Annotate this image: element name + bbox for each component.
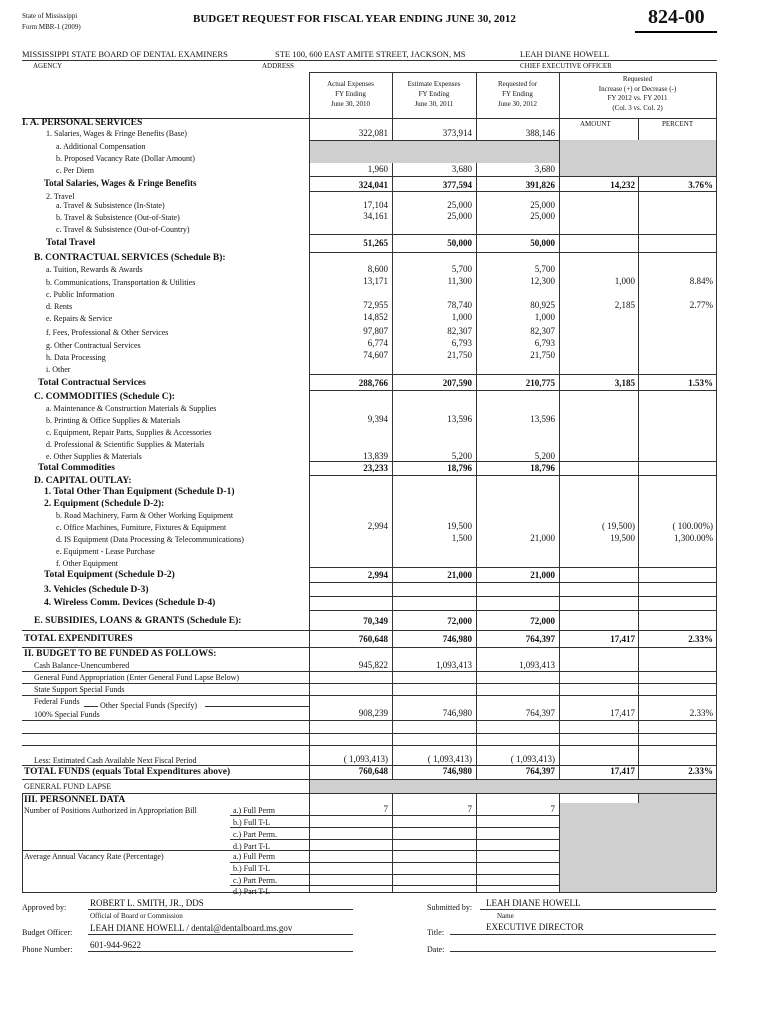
fees-estimate: 82,307: [447, 326, 472, 336]
col-increase-header: Requested Increase (+) or Decrease (-) FY 2012 vs. FY 2011 (Col. 3 vs. Col. 2): [598, 75, 677, 112]
special-funds-requested: 764,397: [525, 708, 555, 718]
less-cash-requested: ( 1,093,413): [510, 754, 555, 764]
other-contract-estimate: 6,793: [451, 338, 472, 348]
total-contractual-percent: 1.53%: [688, 378, 713, 388]
road-machinery-label: b. Road Machinery, Farm & Other Working Equipment: [56, 511, 234, 520]
cash-balance-estimate: 1,093,413: [436, 660, 472, 670]
total-contractual-actual: 288,766: [358, 378, 388, 388]
is-equipment-label: d. IS Equipment (Data Processing & Telecommunications): [56, 535, 244, 544]
data-proc-label: h. Data Processing: [46, 353, 106, 362]
total-travel-estimate: 50,000: [447, 238, 472, 248]
phone-number[interactable]: 601-944-9622: [90, 940, 141, 950]
phone-label: Phone Number:: [22, 945, 73, 954]
other-equipment-label: f. Other Equipment: [56, 559, 118, 568]
total-funds-actual: 760,648: [358, 766, 388, 776]
col-estimate-header: Estimate Expenses FY Ending June 30, 2011: [407, 80, 461, 108]
office-machines-estimate: 19,500: [447, 521, 472, 531]
agency-name: MISSISSIPPI STATE BOARD OF DENTAL EXAMINERS: [22, 49, 228, 59]
total-expenditures-percent: 2.33%: [688, 634, 713, 644]
salaries-actual: 322,081: [358, 128, 388, 138]
date-label: Date:: [427, 945, 445, 954]
fees-label: f. Fees, Professional & Other Services: [46, 328, 169, 337]
total-travel-label: Total Travel: [46, 238, 96, 248]
comm-actual: 13,171: [363, 276, 388, 286]
other-special-label: Other Special Funds (Specify): [100, 701, 198, 710]
total-salaries-requested: 391,826: [525, 180, 555, 190]
total-commodities-requested: 18,796: [530, 463, 555, 473]
per-diem-actual: 1,960: [367, 164, 388, 174]
less-cash-actual: ( 1,093,413): [343, 754, 388, 764]
agency-address: STE 100, 600 EAST AMITE STREET, JACKSON, MS: [275, 49, 466, 59]
budget-officer-label: Budget Officer:: [22, 928, 73, 937]
professional-label: d. Professional & Scientific Supplies & Materials: [46, 440, 205, 449]
submitted-by-label: Submitted by:: [427, 903, 473, 912]
general-fund-label: General Fund Appropriation (Enter General Fund Lapse Below): [34, 673, 240, 682]
office-machines-amount: ( 19,500): [602, 521, 635, 531]
state-support-label: State Support Special Funds: [34, 685, 125, 694]
total-commodities-label: Total Commodities: [38, 463, 115, 473]
vacancy-amount-label: b. Proposed Vacancy Rate (Dollar Amount): [56, 154, 195, 163]
vacancy-full-perm: a.) Full Perm: [233, 852, 275, 861]
total-equipment-label: Total Equipment (Schedule D-2): [44, 570, 175, 580]
positions-part-tl: d.) Part T-L: [233, 842, 271, 851]
total-contractual-amount: 3,185: [614, 378, 635, 388]
total-travel-requested: 50,000: [530, 238, 555, 248]
total-funds-amount: 17,417: [610, 766, 635, 776]
travel-in-requested: 25,000: [530, 200, 555, 210]
total-equipment-requested: 21,000: [530, 570, 555, 580]
comm-requested: 12,300: [530, 276, 555, 286]
total-expenditures-requested: 764,397: [525, 634, 555, 644]
personal-services-heading: I. A. PERSONAL SERVICES: [22, 118, 143, 128]
salaries-requested: 388,146: [525, 128, 555, 138]
total-expenditures-label: TOTAL EXPENDITURES: [24, 634, 133, 644]
is-equipment-percent: 1,300.00%: [674, 533, 713, 543]
travel-in-label: a. Travel & Subsistence (In-State): [56, 201, 165, 210]
repairs-label: e. Repairs & Service: [46, 314, 113, 323]
rents-percent: 2.77%: [689, 300, 713, 310]
rents-requested: 80,925: [530, 300, 555, 310]
equip-parts-label: c. Equipment, Repair Parts, Supplies & Accessories: [46, 428, 212, 437]
rents-amount: 2,185: [614, 300, 635, 310]
data-proc-requested: 21,750: [530, 350, 555, 360]
is-equipment-amount: 19,500: [610, 533, 635, 543]
repairs-estimate: 1,000: [451, 312, 472, 322]
less-cash-label: Less: Estimated Cash Available Next Fiscal Period: [34, 756, 197, 765]
less-cash-estimate: ( 1,093,413): [427, 754, 472, 764]
printing-estimate: 13,596: [447, 414, 472, 424]
approved-by-name[interactable]: ROBERT L. SMITH, JR., DDS: [90, 898, 204, 908]
total-commodities-estimate: 18,796: [447, 463, 472, 473]
total-equipment-estimate: 21,000: [447, 570, 472, 580]
total-funds-percent: 2.33%: [688, 766, 713, 776]
form-label: Form MBR-1 (2009): [22, 23, 81, 31]
per-diem-requested: 3,680: [534, 164, 555, 174]
total-salaries-estimate: 377,594: [442, 180, 472, 190]
comm-amount: 1,000: [614, 276, 635, 286]
total-funds-label: TOTAL FUNDS (equals Total Expenditures above): [24, 767, 231, 777]
total-salaries-amount: 14,232: [610, 180, 635, 190]
printing-actual: 9,394: [367, 414, 388, 424]
travel-out-estimate: 25,000: [447, 211, 472, 221]
agency-caption: AGENCY: [33, 62, 63, 70]
other-contract-requested: 6,793: [534, 338, 555, 348]
repairs-actual: 14,852: [363, 312, 388, 322]
agency-code: 824-00: [648, 6, 705, 28]
ceo-name: LEAH DIANE HOWELL: [520, 49, 610, 59]
total-contractual-requested: 210,775: [525, 378, 555, 388]
vacancy-full-tl: b.) Full T-L: [233, 864, 271, 873]
approved-by-label: Approved by:: [22, 903, 67, 912]
total-funds-requested: 764,397: [525, 766, 555, 776]
funding-heading: II. BUDGET TO BE FUNDED AS FOLLOWS:: [24, 649, 217, 659]
subsidies-actual: 70,349: [363, 616, 388, 626]
travel-label: 2. Travel: [46, 192, 75, 201]
positions-full-perm: a.) Full Perm: [233, 806, 275, 815]
comm-label: b. Communications, Transportation & Utilities: [46, 278, 196, 287]
total-commodities-actual: 23,233: [363, 463, 388, 473]
positions-actual: 7: [383, 804, 388, 814]
salaries-label: 1. Salaries, Wages & Fringe Benefits (Base): [46, 129, 187, 138]
total-travel-actual: 51,265: [363, 238, 388, 248]
travel-out-label: b. Travel & Subsistence (Out-of-State): [56, 213, 180, 222]
contractual-heading: B. CONTRACTUAL SERVICES (Schedule B):: [34, 253, 226, 263]
title-value[interactable]: EXECUTIVE DIRECTOR: [486, 922, 584, 932]
special-funds-actual: 908,239: [358, 708, 388, 718]
title-label: Title:: [427, 928, 445, 937]
rents-label: d. Rents: [46, 302, 73, 311]
positions-estimate: 7: [467, 804, 472, 814]
positions-part-perm: c.) Part Perm.: [233, 830, 277, 839]
maint-label: a. Maintenance & Construction Materials & Supplies: [46, 404, 217, 413]
special-funds-label: 100% Special Funds: [34, 710, 100, 719]
total-salaries-percent: 3.76%: [688, 180, 713, 190]
travel-country-label: c. Travel & Subsistence (Out-of-Country): [56, 225, 190, 234]
data-proc-estimate: 21,750: [447, 350, 472, 360]
commodities-heading: C. COMMODITIES (Schedule C):: [34, 392, 175, 402]
other-supplies-requested: 5,200: [534, 451, 555, 461]
comm-estimate: 11,300: [447, 276, 472, 286]
fees-actual: 97,807: [363, 326, 388, 336]
cash-balance-requested: 1,093,413: [519, 660, 555, 670]
total-contractual-label: Total Contractual Services: [38, 378, 146, 388]
travel-out-requested: 25,000: [530, 211, 555, 221]
office-machines-actual: 2,994: [367, 521, 388, 531]
other-supplies-estimate: 5,200: [451, 451, 472, 461]
per-diem-label: c. Per Diem: [56, 166, 94, 175]
submitted-by-name[interactable]: LEAH DIANE HOWELL: [486, 898, 581, 908]
other-contract-actual: 6,774: [367, 338, 388, 348]
vacancy-part-tl: d.) Part T-L: [233, 887, 271, 896]
total-equipment-actual: 2,994: [367, 570, 388, 580]
approved-by-caption: Official of Board or Commission: [90, 912, 183, 920]
contract-other-label: i. Other: [46, 365, 71, 374]
printing-requested: 13,596: [530, 414, 555, 424]
total-expenditures-estimate: 746,980: [442, 634, 472, 644]
general-fund-lapse-label: GENERAL FUND LAPSE: [24, 782, 112, 791]
col-requested-header: Requested for FY Ending June 30, 2012: [497, 80, 538, 108]
comm-percent: 8.84%: [689, 276, 713, 286]
is-equipment-estimate: 1,500: [451, 533, 472, 543]
data-proc-actual: 74,607: [363, 350, 388, 360]
total-salaries-label: Total Salaries, Wages & Fringe Benefits: [44, 178, 197, 188]
fees-requested: 82,307: [530, 326, 555, 336]
total-contractual-estimate: 207,590: [442, 378, 472, 388]
wireless-label: 4. Wireless Comm. Devices (Schedule D-4): [44, 598, 216, 608]
ceo-caption: CHIEF EXECUTIVE OFFICER: [520, 62, 612, 70]
special-funds-amount: 17,417: [610, 708, 635, 718]
positions-full-tl: b.) Full T-L: [233, 818, 271, 827]
tuition-requested: 5,700: [534, 264, 555, 274]
tuition-estimate: 5,700: [451, 264, 472, 274]
vacancy-part-perm: c.) Part Perm.: [233, 876, 277, 885]
printing-label: b. Printing & Office Supplies & Materials: [46, 416, 181, 425]
total-salaries-actual: 324,041: [358, 180, 388, 190]
total-other-equip-label: 1. Total Other Than Equipment (Schedule D-1): [44, 487, 235, 497]
total-expenditures-amount: 17,417: [610, 634, 635, 644]
special-funds-percent: 2.33%: [689, 708, 713, 718]
travel-in-estimate: 25,000: [447, 200, 472, 210]
subsidies-label: E. SUBSIDIES, LOANS & GRANTS (Schedule E):: [34, 616, 242, 626]
total-funds-estimate: 746,980: [442, 766, 472, 776]
state-label: State of Mississippi: [22, 12, 78, 20]
budget-officer-name[interactable]: LEAH DIANE HOWELL / dental@dentalboard.ms.gov: [90, 923, 293, 933]
col-amount-header: AMOUNT: [580, 120, 611, 128]
other-contract-label: g. Other Contractual Services: [46, 341, 141, 350]
tuition-label: a. Tuition, Rewards & Awards: [46, 265, 143, 274]
equipment-label: 2. Equipment (Schedule D-2):: [44, 499, 165, 509]
per-diem-estimate: 3,680: [451, 164, 472, 174]
positions-requested: 7: [550, 804, 555, 814]
tuition-actual: 8,600: [367, 264, 388, 274]
office-machines-label: c. Office Machines, Furniture, Fixtures & Equipment: [56, 523, 227, 532]
total-expenditures-actual: 760,648: [358, 634, 388, 644]
other-supplies-actual: 13,839: [363, 451, 388, 461]
cash-balance-label: Cash Balance-Unencumbered: [34, 661, 130, 670]
public-info-label: c. Public Information: [46, 290, 115, 299]
lease-purchase-label: e. Equipment - Lease Purchase: [56, 547, 155, 556]
rents-actual: 72,955: [363, 300, 388, 310]
is-equipment-requested: 21,000: [530, 533, 555, 543]
office-machines-percent: ( 100.00%): [672, 521, 713, 531]
vacancy-rate-label: Average Annual Vacancy Rate (Percentage): [24, 852, 164, 861]
positions-label: Number of Positions Authorized in Appropriation Bill: [24, 806, 197, 815]
name-caption: Name: [497, 912, 514, 920]
travel-in-actual: 17,104: [363, 200, 388, 210]
travel-out-actual: 34,161: [363, 211, 388, 221]
subsidies-requested: 72,000: [530, 616, 555, 626]
date-field[interactable]: [450, 951, 716, 952]
salaries-estimate: 373,914: [442, 128, 472, 138]
subsidies-estimate: 72,000: [447, 616, 472, 626]
other-supplies-label: e. Other Supplies & Materials: [46, 452, 142, 461]
special-funds-estimate: 746,980: [442, 708, 472, 718]
address-caption: ADDRESS: [262, 62, 294, 70]
federal-funds-label: Federal Funds: [34, 697, 80, 706]
capital-heading: D. CAPITAL OUTLAY:: [34, 476, 132, 486]
page-title: BUDGET REQUEST FOR FISCAL YEAR ENDING JUNE 30, 2012: [193, 13, 516, 25]
vehicles-label: 3. Vehicles (Schedule D-3): [44, 585, 149, 595]
repairs-requested: 1,000: [534, 312, 555, 322]
col-actual-header: Actual Expenses FY Ending June 30, 2010: [327, 80, 374, 108]
col-percent-header: PERCENT: [662, 120, 694, 128]
rents-estimate: 78,740: [447, 300, 472, 310]
personnel-heading: III. PERSONNEL DATA: [24, 795, 126, 805]
addl-comp-label: a. Additional Compensation: [56, 142, 146, 151]
cash-balance-actual: 945,822: [358, 660, 388, 670]
